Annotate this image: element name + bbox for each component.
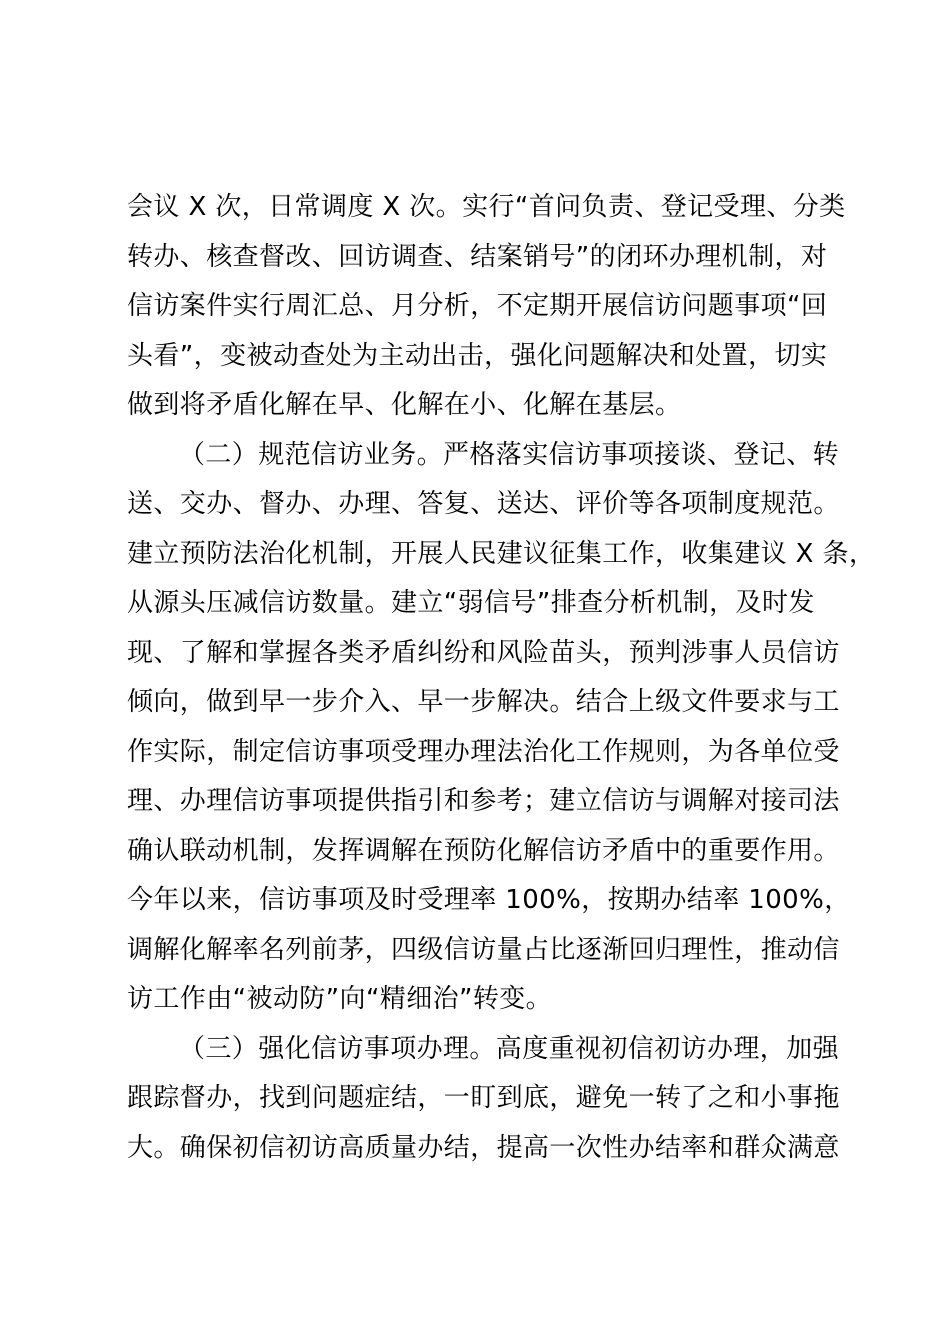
text-line: 跟踪督办，找到问题症结，一盯到底，避免一转了之和小事拖 [127,1083,840,1113]
section-heading-line: （三）强化信访事项办理。高度重视初信初访办理，加强 [179,1034,840,1064]
text-line: 头看”，变被动查处为主动出击，强化问题解决和处置，切实 [127,341,828,371]
text-line: 访工作由“被动防”向“精细治”转变。 [127,984,553,1014]
text-line: 转办、核查督改、回访调查、结案销号”的闭环办理机制，对 [127,242,828,272]
text-line: 大。确保初信初访高质量办结，提高一次性办结率和群众满意 [127,1133,840,1163]
text-line: 做到将矛盾化解在早、化解在小、化解在基层。 [127,390,682,420]
text-line: 作实际，制定信访事项受理办理法治化工作规则，为各单位受 [127,737,840,767]
text-line: 从源头压减信访数量。建立“弱信号”排查分析机制，及时发 [127,588,815,618]
text-line: 调解化解率名列前茅，四级信访量占比逐渐回归理性，推动信 [127,935,840,965]
text-line: 确认联动机制，发挥调解在预防化解信访矛盾中的重要作用。 [127,836,840,866]
text-line: 理、办理信访事项提供指引和参考；建立信访与调解对接司法 [127,786,840,816]
text-line: 现、了解和掌握各类矛盾纠纷和风险苗头，预判涉事人员信访 [127,638,840,668]
text-line: 会议 X 次，日常调度 X 次。实行“首问负责、登记受理、分类 [127,192,846,222]
text-line: 信访案件实行周汇总、月分析，不定期开展信访问题事项“回 [127,291,828,321]
text-line: 倾向，做到早一步介入、早一步解决。结合上级文件要求与工 [127,687,840,717]
text-line: 建立预防法治化机制，开展人民建议征集工作，收集建议 X 条， [127,539,876,569]
text-line: 今年以来，信访事项及时受理率 100%，按期办结率 100%， [127,885,851,915]
section-heading-line: （二）规范信访业务。严格落实信访事项接谈、登记、转 [179,440,840,470]
text-line: 送、交办、督办、办理、答复、送达、评价等各项制度规范。 [127,489,840,519]
